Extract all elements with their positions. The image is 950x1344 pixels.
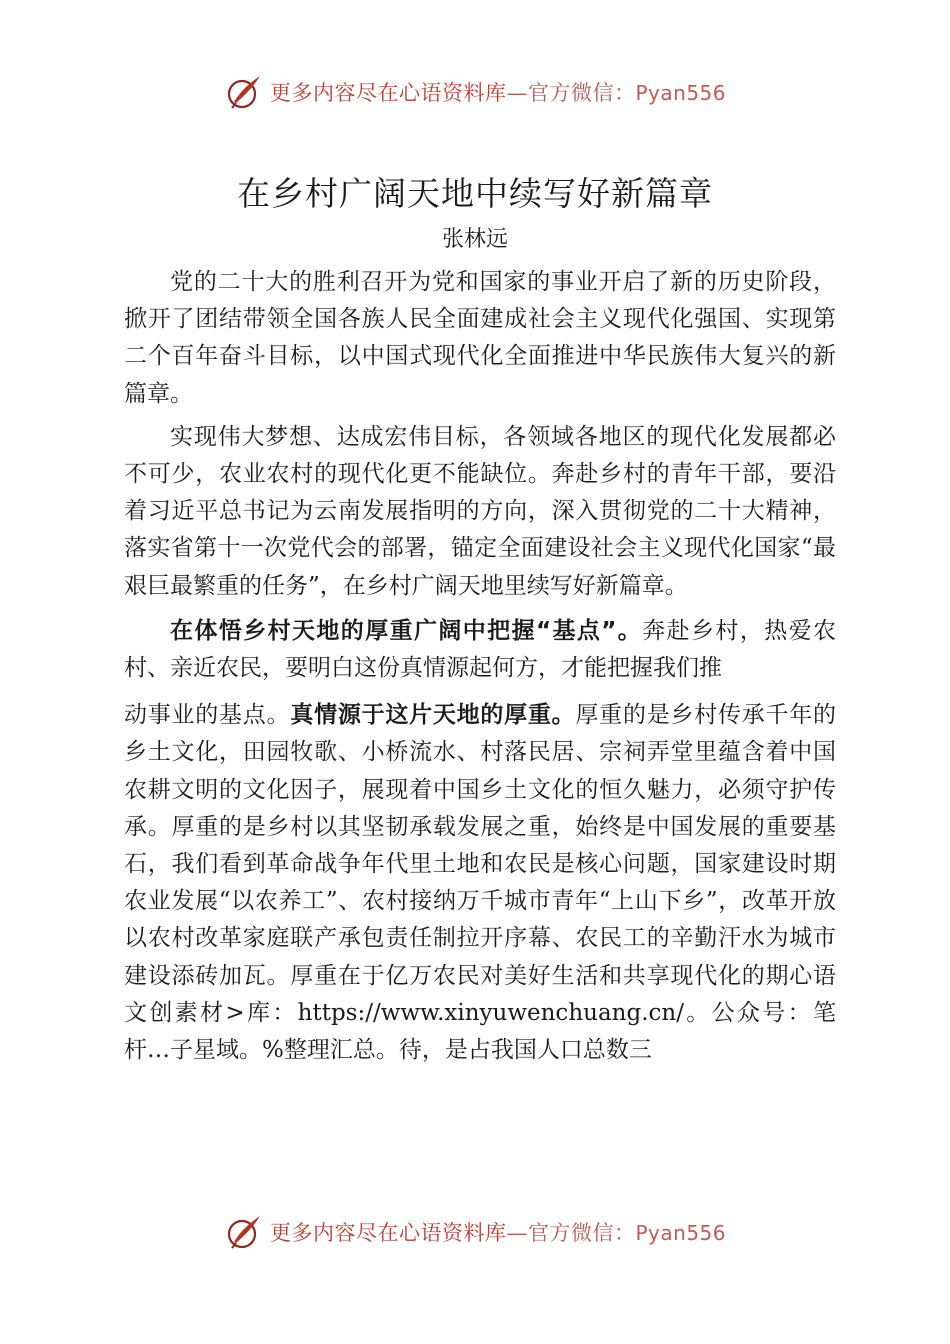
article-body [124, 264, 836, 1069]
article-author: 张林远 [441, 227, 508, 252]
banner-text [270, 77, 726, 107]
banner-wechat-label: —官方微信： [506, 81, 636, 105]
paragraph-4-emphasis: 真情源于这片天地的厚重。 [290, 702, 576, 729]
paragraph-2: 实现伟大梦想、达成宏伟目标，各领域各地区的现代化发展都必不可少，农业农村的现代化更不能缺位。奔赴乡村的青年干部，要沿着习近平总书记为云南发展指明的方向，深入贯彻党的二十大精神，落实省第十一次党代会的部署，锚定全面建设社会主义现代化国家“最艰巨最繁重的任务”，在乡村广阔天地里续写好新篇章。 [124, 423, 836, 599]
banner-text [270, 1217, 726, 1247]
banner-wechat-label: —官方微信： [506, 1221, 636, 1245]
header-watermark-banner [0, 70, 950, 114]
quill-logo-icon [224, 72, 264, 112]
paragraph-4-start: 动事业的基点。 [124, 702, 291, 729]
banner-main-text: 更多内容尽在心语资料库 [269, 1221, 507, 1245]
paragraph-4-text: 厚重的是乡村传承千年的乡土文化，田园牧歌、小桥流水、村落民居、宗祠弄堂里蕴含着中国农耕文明的文化因子，展现着中国乡土文化的恒久魅力，必须守护传承。厚重的是乡村以其坚韧承载发展之重，始终是中国发展的重要基石，我们看到革命战争年代里土地和农民是核心问题，国家建设时期农业发展“以农养工”、农村接纳万千城市青年“上山下乡”，改革开放以农村改革家庭联产承包责任制拉开序幕、农民工的辛勤汗水为城市建设添砖加瓦。厚重在于亿万农民对美好生活和共享现代化的期心语文创素材>库：https://www.xinyuwenchuang.cn/。公众号：笔杆…子星域。%整理汇总。待，是占我国人口总数三 [124, 702, 837, 1064]
paragraph-4 [124, 697, 836, 1069]
banner-wechat-handle: Pyan556 [635, 81, 726, 105]
quill-logo-icon [224, 1212, 264, 1252]
article-title: 在乡村广阔天地中续写好新篇章 [237, 174, 713, 213]
paragraph-3 [124, 613, 836, 687]
footer-watermark-banner [0, 1210, 950, 1254]
banner-wechat-handle: Pyan556 [635, 1221, 726, 1245]
paragraph-1: 党的二十大的胜利召开为党和国家的事业开启了新的历史阶段，掀开了团结带领全国各族人民全面建成社会主义现代化强国、实现第二个百年奋斗目标，以中国式现代化全面推进中华民族伟大复兴的新篇章。 [124, 269, 836, 407]
banner-main-text: 更多内容尽在心语资料库 [269, 81, 507, 105]
paragraph-3-heading: 在体悟乡村天地的厚重广阔中把握“基点”。 [170, 617, 643, 644]
paragraph-3-text: 奔赴乡村，热爱农村、亲近农民，要明白这份真情源起何方，才能把握我们推 [124, 617, 837, 682]
